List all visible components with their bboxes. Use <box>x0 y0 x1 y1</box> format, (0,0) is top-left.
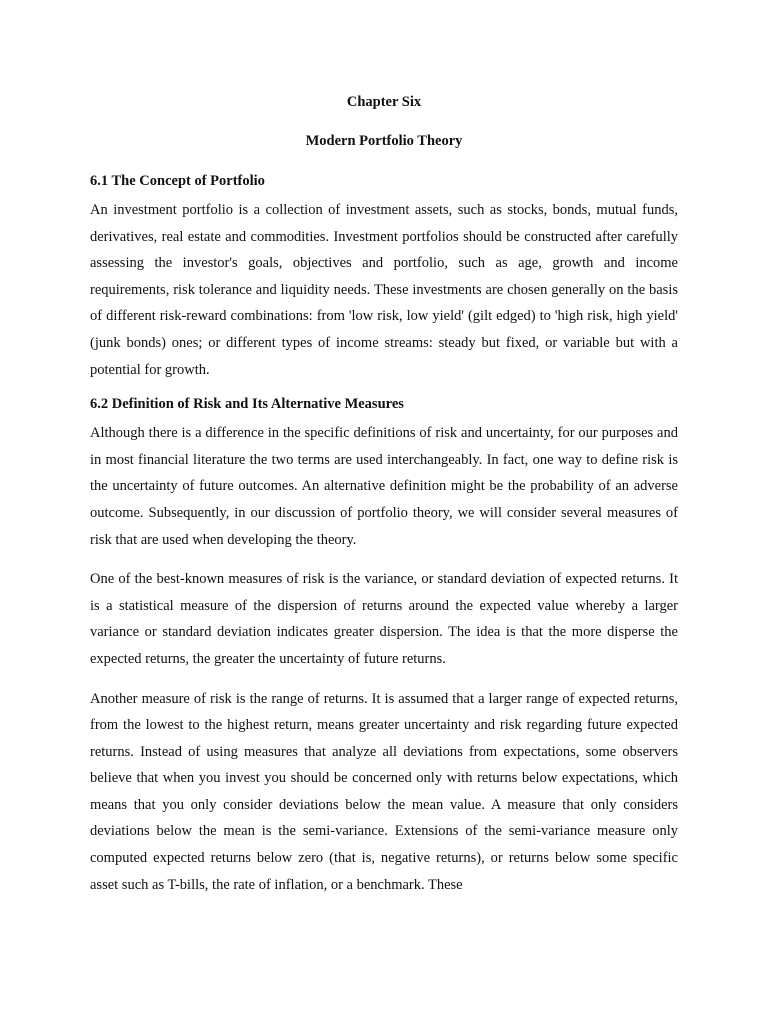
section-6-2-paragraph-3: Another measure of risk is the range of returns. It is assumed that a larger range of expected returns, from the lowest to the highest return, means greater uncertainty and risk regarding future expected returns. Instead of using measures that analyze all deviations from expectations, some observers believe that when you invest you should be concerned only with returns below expectations, which means that you only consider deviations below the mean value. A measure that only considers deviations below the mean is the semi-variance. Extensions of the semi-variance measure only computed expected returns below zero (that is, negative returns), or returns below some specific asset such as T-bills, the rate of inflation, or a benchmark. These <box>90 690 678 893</box>
section-6-2-paragraph-2: One of the best-known measures of risk is the variance, or standard deviation of expected returns. It is a statistical measure of the dispersion of returns around the expected value whereby a larger variance or standard deviation indicates greater dispersion. The idea is that the more disperse the expected returns, the greater the uncertainty of future returns. <box>90 571 678 667</box>
chapter-title: Modern Portfolio Theory <box>305 133 463 149</box>
section-heading-6-1: 6.1 The Concept of Portfolio <box>90 173 265 189</box>
section-heading-6-2: 6.2 Definition of Risk and Its Alternative Measures <box>90 396 404 413</box>
chapter-label: Chapter Six <box>346 94 422 110</box>
document-page <box>90 92 678 898</box>
section-6-2-paragraph-1: Although there is a difference in the specific definitions of risk and uncertainty, for our purposes and in most financial literature the two terms are used interchangeably. In fact, one way to define risk is the uncertainty of future outcomes. An alternative definition might be the probability of an adverse outcome. Subsequently, in our discussion of portfolio theory, we will consider several measures of risk that are used when developing the theory. <box>90 425 678 548</box>
section-6-1-paragraph: An investment portfolio is a collection of investment assets, such as stocks, bonds, mutual funds, derivatives, real estate and commodities. Investment portfolios should be constructed after carefully assessing the investor's goals, objectives and portfolio, such as age, growth and income requirements, risk tolerance and liquidity needs. These investments are chosen generally on the basis of different risk-reward combinations: from 'low risk, low yield' (gilt edged) to 'high risk, high yield' (junk bonds) ones; or different types of income streams: steady but fixed, or variable but with a potential for growth. <box>90 202 678 378</box>
